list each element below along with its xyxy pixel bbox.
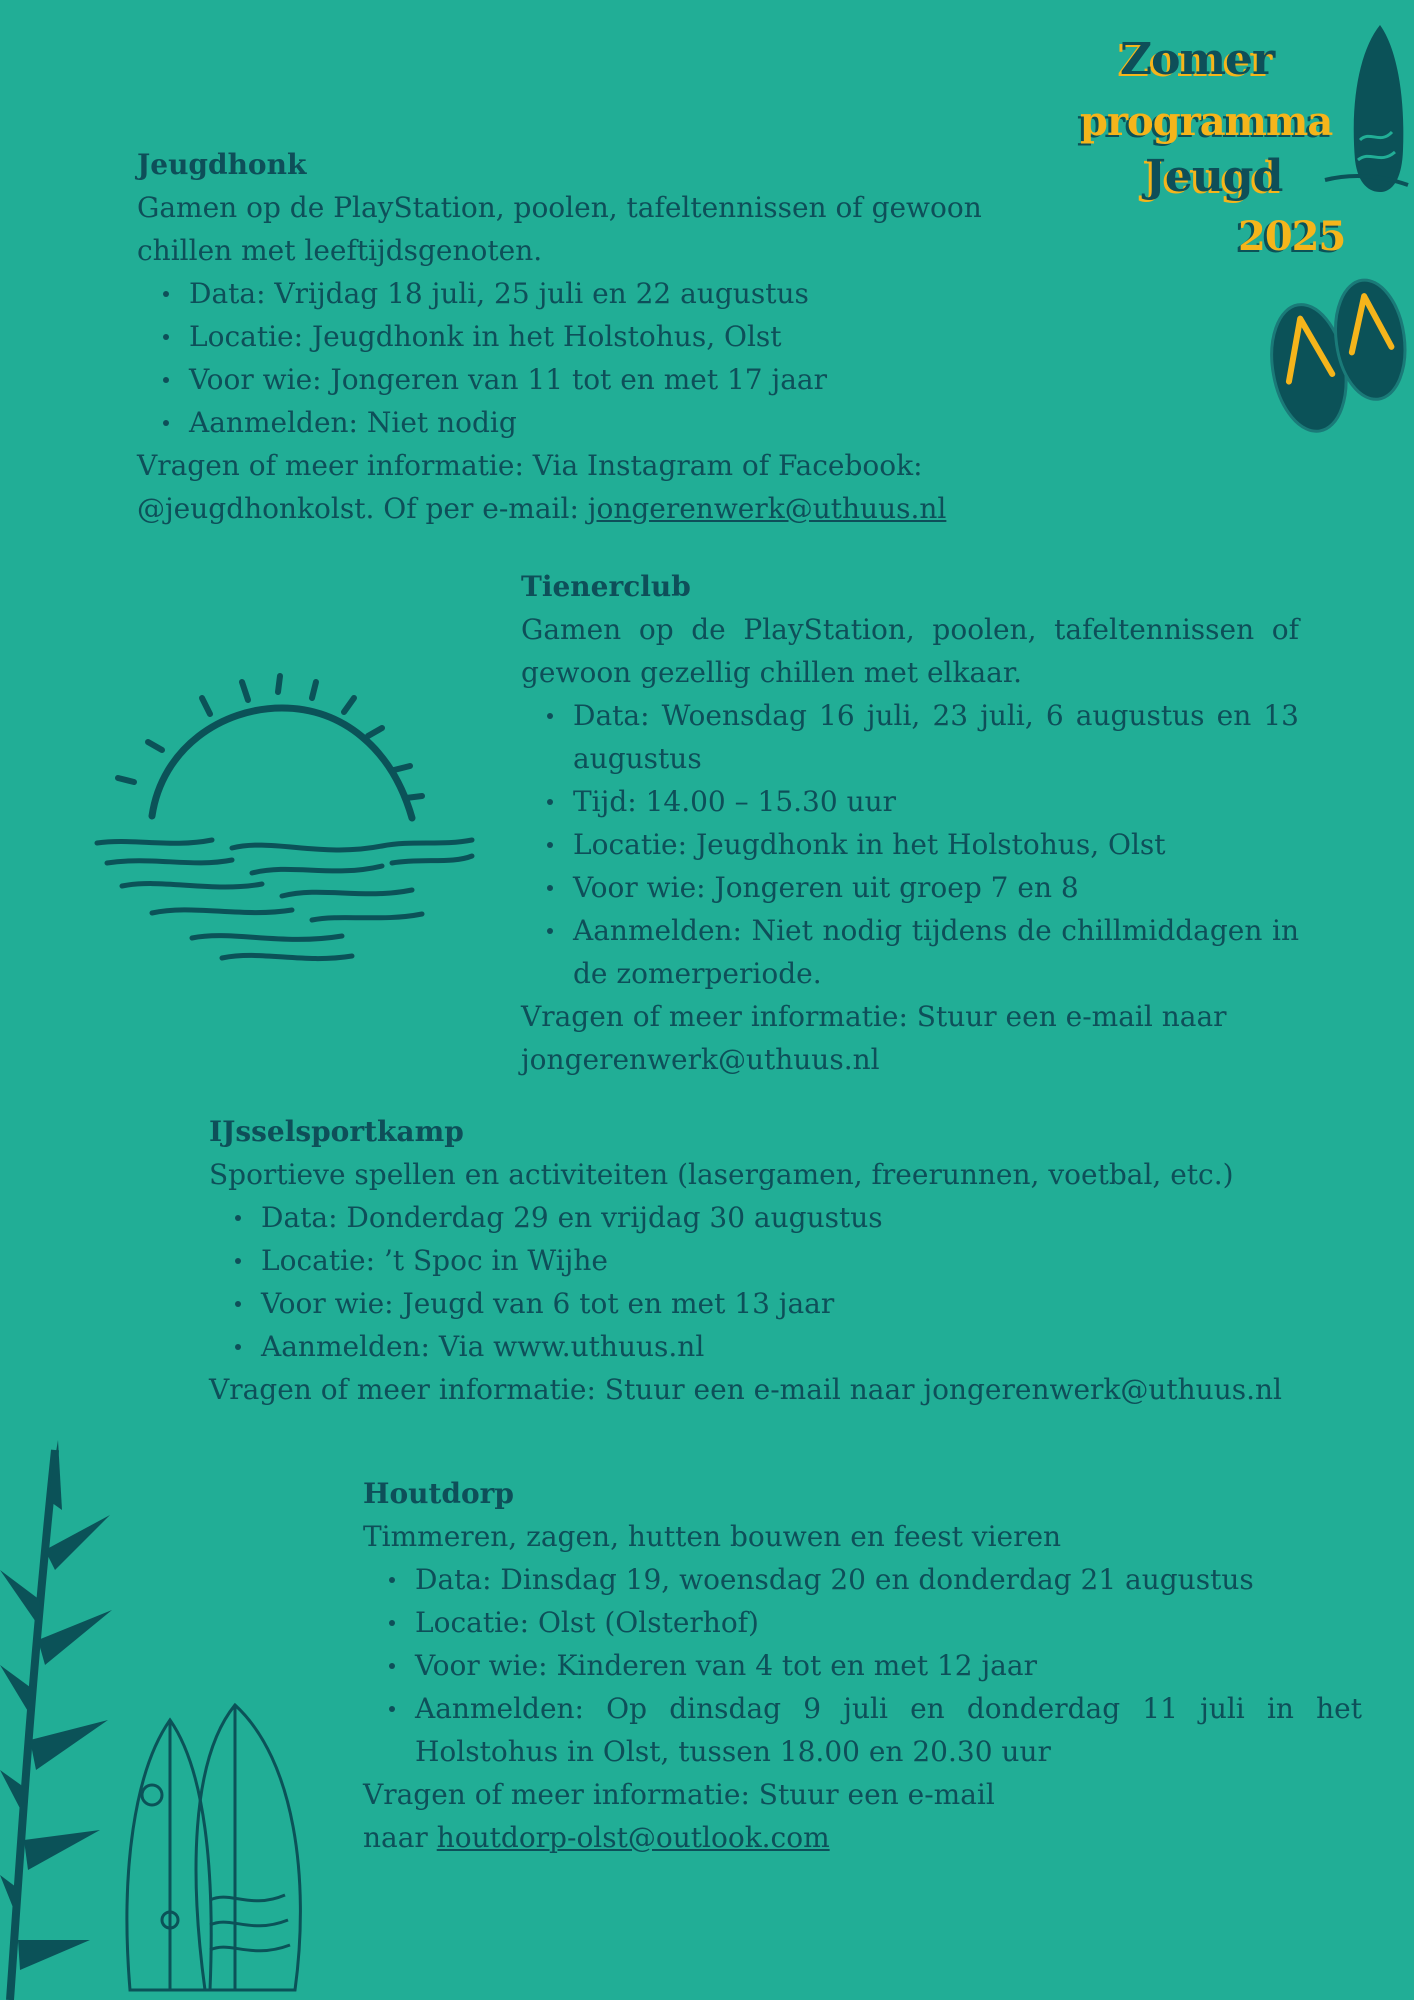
list-item: Aanmelden: Op dinsdag 9 juli en donderdag 11 juli in het Holstohus in Olst, tussen 18.00 en 20.30 uur	[415, 1687, 1362, 1773]
contact-line: Vragen of meer informatie: Stuur een e-mail	[363, 1778, 995, 1811]
contact-info	[137, 444, 1037, 530]
email-link[interactable]: houtdorp-olst@outlook.com	[436, 1821, 830, 1854]
list-item: Aanmelden: Via www.uthuus.nl	[261, 1325, 1359, 1368]
flip-flops-icon	[1268, 278, 1408, 438]
list-item: Aanmelden: Niet nodig	[189, 401, 1037, 444]
section-houtdorp	[363, 1472, 1362, 1859]
section-ijsselsportkamp	[209, 1110, 1359, 1411]
title-line-1: Zomer	[1120, 34, 1275, 85]
contact-info: Vragen of meer informatie: Stuur een e-mail naar jongerenwerk@uthuus.nl	[521, 1000, 1227, 1076]
detail-list	[363, 1558, 1362, 1773]
contact-prefix: naar	[363, 1821, 437, 1854]
detail-list	[521, 694, 1299, 995]
section-jeugdhonk	[137, 143, 1037, 530]
section-title: Jeugdhonk	[137, 148, 307, 181]
contact-info: Vragen of meer informatie: Stuur een e-mail naar jongerenwerk@uthuus.nl	[209, 1373, 1283, 1406]
section-intro: Gamen op de PlayStation, poolen, tafeltennissen of gewoon chillen met leeftijdsgenoten.	[137, 191, 982, 267]
list-item: Aanmelden: Niet nodig tijdens de chillmiddagen in de zomerperiode.	[573, 909, 1299, 995]
detail-list	[137, 272, 1037, 444]
list-item: Tijd: 14.00 – 15.30 uur	[573, 780, 1299, 823]
surfboard-icon	[1320, 20, 1410, 195]
section-intro: Sportieve spellen en activiteiten (lasergamen, freerunnen, voetbal, etc.)	[209, 1158, 1234, 1191]
section-title: Houtdorp	[363, 1477, 515, 1510]
list-item: Locatie: ’t Spoc in Wijhe	[261, 1239, 1359, 1282]
email-link[interactable]: jongerenwerk@uthuus.nl	[587, 492, 947, 525]
list-item: Voor wie: Jongeren uit groep 7 en 8	[573, 866, 1299, 909]
list-item: Data: Woensdag 16 juli, 23 juli, 6 augustus en 13 augustus	[573, 694, 1299, 780]
section-intro: Gamen op de PlayStation, poolen, tafeltennissen of gewoon gezellig chillen met elkaar.	[521, 613, 1299, 689]
section-intro: Timmeren, zagen, hutten bouwen en feest vieren	[363, 1520, 1062, 1553]
detail-list	[209, 1196, 1359, 1368]
list-item: Locatie: Jeugdhonk in het Holstohus, Olst	[189, 315, 1037, 358]
list-item: Voor wie: Jongeren van 11 tot en met 17 jaar	[189, 358, 1037, 401]
sunset-icon	[92, 668, 478, 988]
list-item: Data: Vrijdag 18 juli, 25 juli en 22 augustus	[189, 272, 1037, 315]
title-year: 2025	[1238, 213, 1346, 260]
list-item: Voor wie: Jeugd van 6 tot en met 13 jaar	[261, 1282, 1359, 1325]
title-line-3: Jeugd	[1145, 151, 1283, 202]
section-title: Tienerclub	[521, 570, 691, 603]
title-line-2: programma	[1080, 98, 1333, 145]
list-item: Data: Dinsdag 19, woensdag 20 en donderdag 21 augustus	[415, 1558, 1362, 1601]
surfboards-icon	[110, 1700, 330, 2000]
contact-info	[363, 1773, 1362, 1859]
list-item: Locatie: Jeugdhonk in het Holstohus, Olst	[573, 823, 1299, 866]
list-item: Locatie: Olst (Olsterhof)	[415, 1601, 1362, 1644]
section-tienerclub	[521, 565, 1299, 1081]
contact-text: Vragen of meer informatie: Via Instagram of Facebook: @jeugdhonkolst. Of per e-mail:	[137, 449, 923, 525]
list-item: Voor wie: Kinderen van 4 tot en met 12 jaar	[415, 1644, 1362, 1687]
poster-title	[1070, 28, 1346, 268]
section-title: IJsselsportkamp	[209, 1115, 464, 1148]
list-item: Data: Donderdag 29 en vrijdag 30 augustus	[261, 1196, 1359, 1239]
